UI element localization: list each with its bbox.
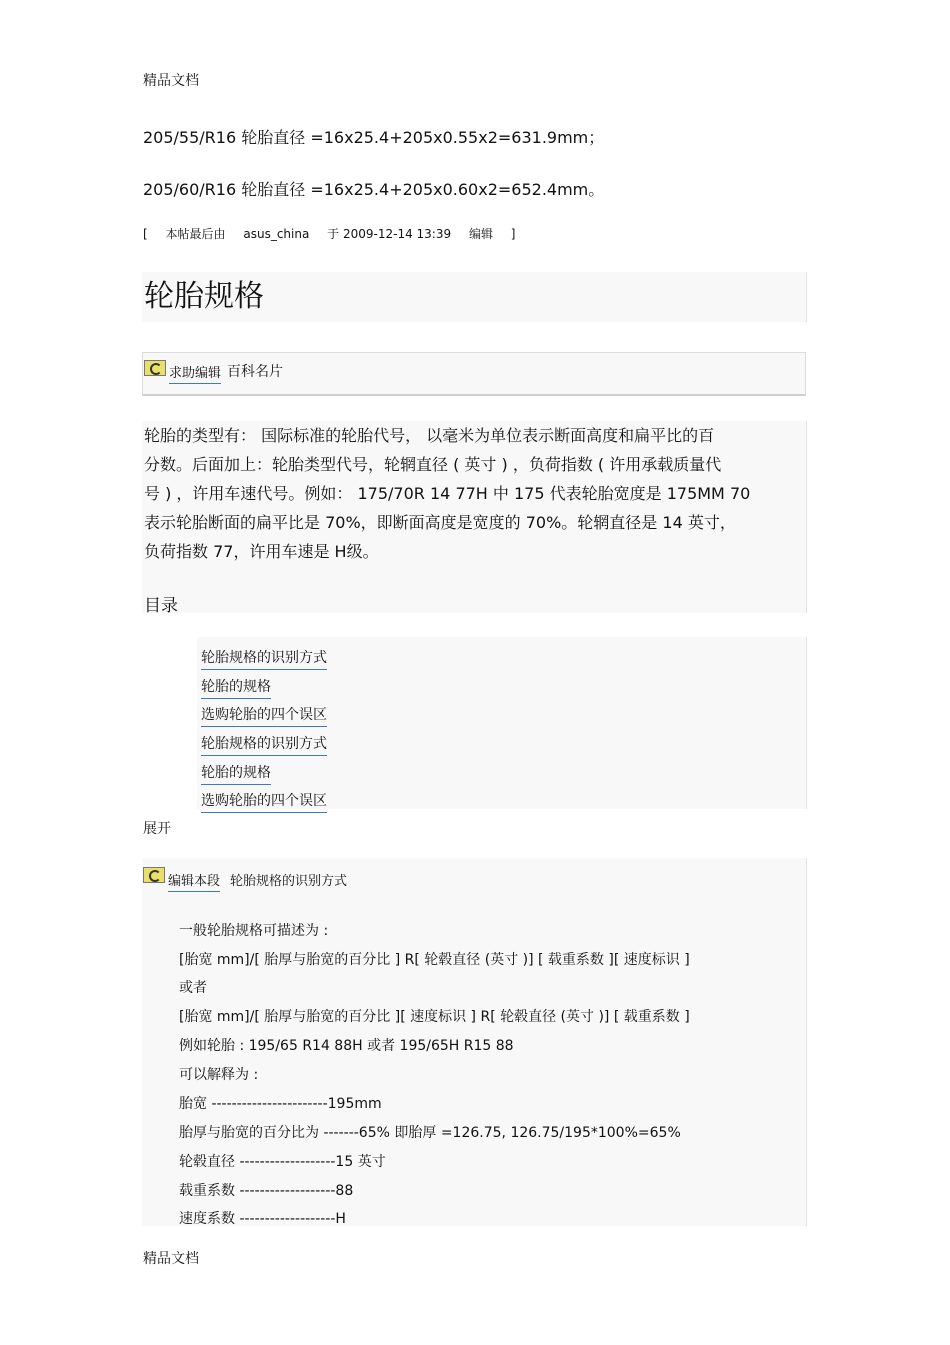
intro-text bbox=[144, 421, 812, 566]
edit-note-action: 编辑 bbox=[468, 227, 493, 241]
edit-section-link[interactable]: 编辑本段 bbox=[168, 870, 220, 892]
edit-note-prefix: 本帖最后由 bbox=[165, 227, 226, 241]
intro-line: 号 ) ，许用车速代号。例如： 175/70R 14 77H 中 175 代表轮胎宽度是 175MM 70 bbox=[144, 484, 751, 503]
help-edit-link[interactable]: 求助编辑 bbox=[169, 362, 221, 384]
toc-item[interactable]: 轮胎规格的识别方式 bbox=[201, 733, 327, 756]
spec-line: [胎宽 mm]/[ 胎厚与胎宽的百分比 ] R[ 轮毂直径 (英寸 )] [ 载重系数 ][ 速度标识 ] bbox=[179, 952, 690, 968]
article-title-bar bbox=[142, 272, 807, 322]
spec-line: 可以解释为 : bbox=[179, 1067, 259, 1083]
edit-note-open: [ bbox=[143, 227, 148, 241]
intro-line: 分数。后面加上：轮胎类型代号，轮辋直径 ( 英寸 ) ，负荷指数 ( 许用承载质量代 bbox=[144, 455, 722, 474]
intro-panel bbox=[142, 421, 807, 616]
toc-item[interactable]: 轮胎的规格 bbox=[201, 676, 271, 699]
intro-line: 表示轮胎断面的扁平比是 70%，即断面高度是宽度的 70%。轮辋直径是 14 英寸， bbox=[144, 513, 736, 532]
encyclopedia-card-label: 百科名片 bbox=[227, 364, 283, 380]
toc-item[interactable]: 轮胎的规格 bbox=[201, 762, 271, 785]
table-of-contents bbox=[197, 637, 807, 809]
article-toolbar bbox=[142, 352, 806, 396]
spec-line: 或者 bbox=[179, 980, 207, 996]
edit-pencil-icon[interactable] bbox=[144, 360, 166, 376]
intro-line: 轮胎的类型有： 国际标准的轮胎代号， 以毫米为单位表示断面高度和扁平比的百 bbox=[144, 426, 715, 445]
footer-watermark: 精品文档 bbox=[143, 1251, 199, 1267]
spec-line: 例如轮胎 : 195/65 R14 88H 或者 195/65H R15 88 bbox=[179, 1038, 514, 1054]
spec-line: 一般轮胎规格可描述为 : bbox=[179, 923, 329, 939]
spec-line: 载重系数 -------------------88 bbox=[179, 1183, 354, 1199]
spec-line: 胎厚与胎宽的百分比为 -------65% 即胎厚 =126.75, 126.75/195*100%=65% bbox=[179, 1125, 681, 1141]
article-title: 轮胎规格 bbox=[144, 279, 264, 314]
toc-item[interactable]: 轮胎规格的识别方式 bbox=[201, 647, 327, 670]
spec-line: 速度系数 -------------------H bbox=[179, 1211, 346, 1227]
spec-line: 胎宽 -----------------------195mm bbox=[179, 1096, 382, 1112]
toc-item[interactable]: 选购轮胎的四个误区 bbox=[201, 704, 327, 727]
intro-line: 负荷指数 77，许用车速是 H级。 bbox=[144, 542, 379, 561]
edit-note-close: ] bbox=[510, 227, 516, 241]
header-watermark: 精品文档 bbox=[143, 73, 199, 89]
edit-pencil-icon[interactable] bbox=[143, 867, 165, 883]
toc-heading: 目录 bbox=[144, 596, 178, 616]
toc-item[interactable]: 选购轮胎的四个误区 bbox=[201, 790, 327, 813]
edit-note bbox=[143, 225, 529, 242]
edit-note-time: 于 2009-12-14 13:39 bbox=[327, 227, 452, 241]
formula-line-2: 205/60/R16 轮胎直径 =16x25.4+205x0.60x2=652.4mm。 bbox=[143, 180, 605, 199]
section-title: 轮胎规格的识别方式 bbox=[230, 874, 348, 889]
spec-line: [胎宽 mm]/[ 胎厚与胎宽的百分比 ][ 速度标识 ] R[ 轮毂直径 (英寸 )] [ 载重系数 ] bbox=[179, 1009, 690, 1025]
formula-line-1: 205/55/R16 轮胎直径 =16x25.4+205x0.55x2=631.9mm； bbox=[143, 128, 605, 147]
spec-line: 轮毂直径 -------------------15 英寸 bbox=[179, 1154, 386, 1170]
toc-expand-link[interactable]: 展开 bbox=[143, 821, 171, 837]
edit-note-user[interactable]: asus_china bbox=[243, 227, 310, 241]
section-identification bbox=[142, 858, 807, 1226]
